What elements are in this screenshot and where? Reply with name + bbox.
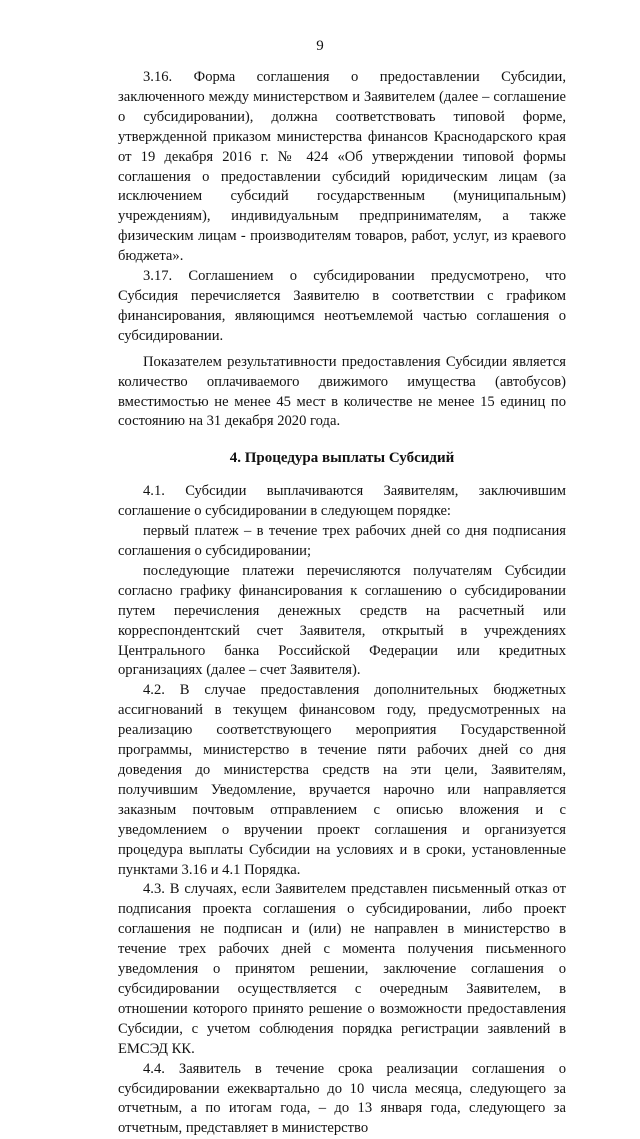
- paragraph-3-17: 3.17. Соглашением о субсидировании предусмотрено, что Субсидия перечисляется Заявителю в соответствии с графиком финансирования, являющимся неотъемлемой частью соглашения о субсидировании.: [118, 268, 566, 344]
- document-body: [118, 68, 566, 1139]
- page-number: 9: [316, 38, 324, 54]
- paragraph-4-1: 4.1. Субсидии выплачиваются Заявителям, заключившим соглашение о субсидировании в следующем порядке:: [118, 483, 566, 520]
- paragraph-performance-indicator: Показателем результативности предоставления Субсидии является количество оплачиваемого движимого имущества (автобусов) вместимостью не менее 45 мест в количестве не менее 15 единиц по состоянию на 31 декабря 2020 года.: [118, 353, 566, 430]
- paragraph-first-payment: первый платеж – в течение трех рабочих дней со дня подписания соглашения о субсидировании;: [118, 523, 566, 560]
- paragraph-4-3: 4.3. В случаях, если Заявителем представлен письменный отказ от подписания проекта соглашения о субсидировании, либо проект соглашения не подписан и (или) не направлен в министерство в течение трех рабочих дней с момента получения письменного уведомления о принятом решении, заключение соглашения о субсидировании осуществляется с очередным Заявителем, в отношении которого принято решение о возможности предоставления Субсидии, с учетом соблюдения порядка регистрации заявлений в ЕМСЭД КК.: [118, 881, 566, 1057]
- section-heading: 4. Процедура выплаты Субсидий: [229, 450, 455, 467]
- paragraph-4-2: 4.2. В случае предоставления дополнительных бюджетных ассигнований в текущем финансовом году, предусмотренных на реализацию соответствующего мероприятия Государственной программы, министерство в течение пяти рабочих дней со дня доведения до министерства средств на эти цели, Заявителям, получившим Уведомление, вручается нарочно или направляется заказным почтовым отправлением с описью вложения и с уведомлением о вручении проект соглашения и организуется процедура выплаты Субсидии на условиях и в сроки, установленные пунктами 3.16 и 4.1 Порядка.: [118, 682, 566, 878]
- paragraph-3-16: 3.16. Форма соглашения о предоставлении Субсидии, заключенного между министерством и Заявителем (далее – соглашение о субсидировании), должна соответствовать типовой форме, утвержденной приказом министерства финансов Краснодарского края от 19 декабря 2016 г. № 424 «Об утверждении типовой формы соглашения о предоставлении субсидий юридическим лицам (за исключением субсидий государственным (муниципальным) учреждениям), индивидуальным предпринимателям, а также физическим лицам - производителям товаров, работ, услуг, из краевого бюджета».: [118, 69, 566, 265]
- paragraph-subsequent-payments: последующие платежи перечисляются получателям Субсидии согласно графику финансирования к соглашению о субсидировании путем перечисления денежных средств на расчетный или корреспондентский счет Заявителя, открытый в учреждениях Центрального банка Российской Федерации или кредитных организациях (далее – счет Заявителя).: [118, 562, 566, 679]
- paragraph-4-4: 4.4. Заявитель в течение срока реализации соглашения о субсидировании ежеквартально до 10 числа месяца, следующего за отчетным, а по итогам года, – до 13 января года, следующего за отчетным, представляет в министерство: [118, 1060, 566, 1137]
